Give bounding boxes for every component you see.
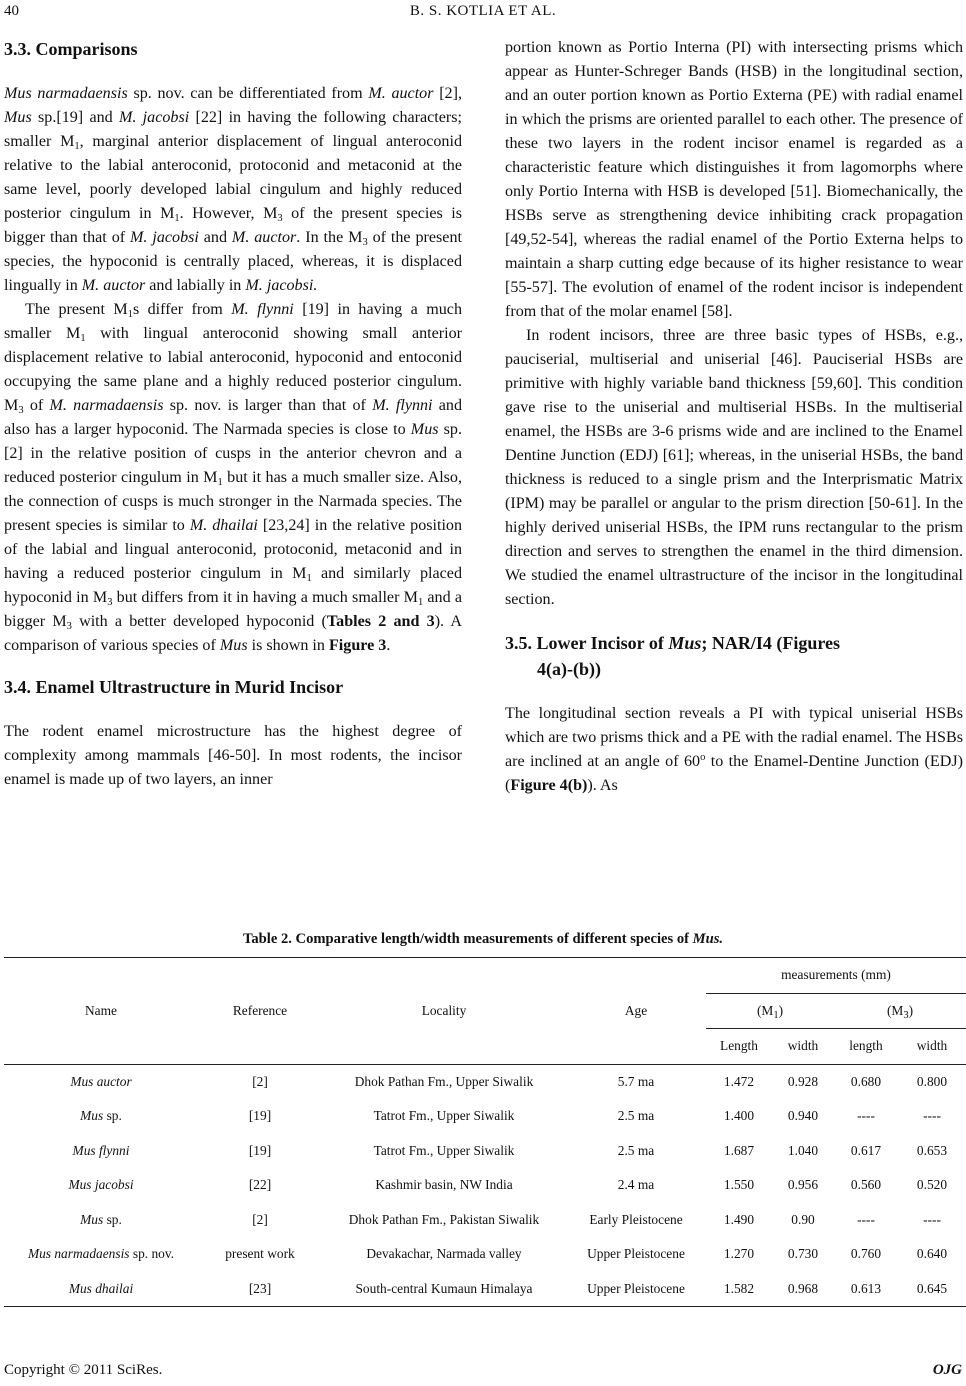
header-measurements: measurements (mm) — [706, 958, 966, 994]
header-m1: $(M_1)$ — [706, 993, 834, 1029]
cell-name: Mus flynni — [72, 1142, 130, 1158]
paragraph: Mus narmadaensis sp. nov. can be differentiated from M. auctor [2], Mus sp.[19] and M. jacobsi [22] in having the following characters; smaller $M_1$, marginal anterior displacement of lingual anteroconid relative to the labial anteroconid, protoconid and metaconid at the same level, poorly developed labial cingulum and highly reduced posterior cingulum in $M_1$. However, $M_3$ of the present species is bigger than that of M. jacobsi and M. auctor. In the $M_3$ of the present species, the hypoconid is centrally placed, whereas, it is displaced lingually in M. auctor and labially in M. jacobsi. — [4, 85, 462, 294]
cell-length-m1: 1.490 — [723, 1211, 755, 1227]
cell-width-m1: 0.730 — [787, 1246, 819, 1262]
cell-width-m1: 0.956 — [787, 1177, 819, 1193]
table-caption: Table 2. Comparative length/width measurements of different species of Mus. — [242, 931, 724, 947]
header-width-m1: width — [772, 1029, 834, 1065]
page-header — [0, 3, 966, 27]
cell-age: 2.5 ma — [617, 1108, 655, 1124]
page-footer — [4, 1362, 962, 1379]
cell-length-m3: 0.613 — [834, 1272, 898, 1307]
cell-age: Early Pleistocene — [589, 1211, 683, 1227]
cell-length-m1: 1.687 — [723, 1142, 755, 1158]
paragraph: In rodent incisors, three are three basic types of HSBs, e.g., pauciserial, multiserial and uniserial [46]. Pauciserial HSBs are primitive with highly variable band thickness [59,60]. This condition gave rise to the uniserial and multiserial HSBs. In the multiserial enamel, the HSBs are 3-6 prisms wide and are inclined to the Enamel Dentine Junction (EDJ) [61]; whereas, in the uniserial HSBs, the band thickness is reduced to a single prism and the Interprismatic Matrix (IPM) may be parallel or angular to the prism direction [50-61]. In the highly derived uniserial HSBs, the IPM runs rectangular to the prism direction and serves to strengthen the enamel in the third dimension. We studied the enamel ultrastructure of the incisor in the longitudinal section. — [505, 327, 963, 608]
cell-width-m3: 0.653 — [916, 1142, 948, 1158]
cell-age: Upper Pleistocene — [587, 1246, 685, 1262]
header-length-m1: Length — [706, 1029, 772, 1065]
paragraph: portion known as Portio Interna (PI) with intersecting prisms which appear as Hunter-Schreger Bands (HSB) in the longitudinal section, and an outer portion known as Portio Externa (PE) with radial enamel in which the prisms are oriented parallel to each other. The presence of these two layers in the rodent incisor enamel is regarded as a characteristic feature which distinguishes it from lagomorphs where only Portio Interna with HSB is developed [51]. Biomechanically, the HSBs serve as strengthening device inhibiting crack propagation [49,52-54], whereas the radial enamel of the Portio Externa helps to maintain a sharp cutting edge because of its higher resistance to wear [55-57]. The evolution of enamel of the rodent incisor is independent from that of the molar enamel [58]. — [505, 39, 963, 320]
cell-locality: Tatrot Fm., Upper Siwalik — [373, 1108, 515, 1124]
paragraph: The longitudinal section reveals a PI with typical uniserial HSBs which are two prisms thick and a PE with the radial enamel. The HSBs are inclined at an angle of 60$^o$ to the Enamel-Dentine Junction (EDJ) (Figure 4(b)). As — [505, 705, 963, 794]
cell-name: Mus sp. — [80, 1211, 122, 1227]
header-name: Name — [4, 958, 198, 1065]
cell-reference: present work — [225, 1246, 295, 1262]
journal-abbrev: OJG — [932, 1362, 962, 1378]
cell-width-m3: 0.640 — [916, 1246, 948, 1262]
cell-width-m3: ---- — [923, 1108, 941, 1124]
cell-width-m1: 0.928 — [787, 1073, 819, 1089]
cell-width-m3: 0.800 — [916, 1073, 948, 1089]
cell-locality: Kashmir basin, NW India — [375, 1177, 513, 1193]
section-3-4-title: 3.4. Enamel Ultrastructure in Murid Incisor — [4, 677, 344, 697]
cell-name: Mus dhailai — [4, 1272, 198, 1307]
cell-locality: Dhok Pathan Fm., Upper Siwalik — [354, 1073, 534, 1089]
cell-age: Upper Pleistocene — [566, 1272, 706, 1307]
cell-reference: [2] — [252, 1073, 268, 1089]
header-width-m3: width — [898, 1029, 966, 1065]
cell-length-m3: 0.560 — [850, 1177, 882, 1193]
header-m3: $(M_3)$ — [834, 993, 966, 1029]
cell-length-m3: 0.680 — [850, 1073, 882, 1089]
cell-name: Mus sp. — [80, 1108, 122, 1124]
paragraph: The rodent enamel microstructure has the highest degree of complexity among mammals [46-50]. In most rodents, the incisor enamel is made up of two layers, an inner — [4, 723, 462, 788]
cell-width-m3: ---- — [923, 1211, 941, 1227]
cell-age: 2.4 ma — [617, 1177, 655, 1193]
cell-length-m3: 0.760 — [850, 1246, 882, 1262]
header-length-m3: length — [834, 1029, 898, 1065]
cell-locality: Dhok Pathan Fm., Pakistan Siwalik — [348, 1211, 540, 1227]
table-row — [4, 1168, 966, 1203]
table-row — [4, 1203, 966, 1238]
cell-length-m1: 1.550 — [723, 1177, 755, 1193]
cell-name: Mus jacobsi — [68, 1177, 134, 1193]
running-title: B. S. KOTLIA ET AL. — [409, 3, 557, 19]
cell-name: Mus auctor — [70, 1073, 132, 1089]
cell-width-m1: 0.940 — [787, 1108, 819, 1124]
right-column — [505, 36, 963, 798]
cell-width-m3: 0.520 — [916, 1177, 948, 1193]
cell-length-m1: 1.400 — [723, 1108, 755, 1124]
header-reference: Reference — [198, 958, 322, 1065]
cell-length-m3: ---- — [857, 1211, 875, 1227]
cell-reference: [19] — [248, 1142, 272, 1158]
cell-width-m1: 0.90 — [791, 1211, 815, 1227]
cell-locality: South-central Kumaun Himalaya — [322, 1272, 566, 1307]
header-age: Age — [566, 958, 706, 1065]
measurements-table — [4, 957, 966, 1307]
cell-name: Mus narmadaensis sp. nov. — [27, 1246, 175, 1262]
cell-locality: Tatrot Fm., Upper Siwalik — [373, 1142, 515, 1158]
cell-length-m1: 1.582 — [706, 1272, 772, 1307]
cell-age: 5.7 ma — [617, 1073, 655, 1089]
section-3-5-title: 3.5. Lower Incisor of Mus; NAR/I4 (Figures 4(a)-(b)) — [505, 633, 841, 679]
cell-width-m1: 0.968 — [772, 1272, 834, 1307]
table-row — [4, 1064, 966, 1099]
table-row — [4, 1237, 966, 1272]
section-3-3-title: 3.3. Comparisons — [4, 39, 138, 59]
cell-length-m1: 1.472 — [723, 1073, 755, 1089]
cell-width-m1: 1.040 — [787, 1142, 819, 1158]
copyright-text: Copyright © 2011 SciRes. — [4, 1362, 163, 1378]
left-column — [4, 36, 462, 792]
table-row — [4, 1134, 966, 1169]
paragraph: The present $M_1s$ differ from M. flynni [19] in having a much smaller $M_1$ with lingual anteroconid showing small anterior displacement relative to labial anteroconid, hypoconid and entoconid occupying the same plane and a highly reduced posterior cingulum. $M_3$ of M. narmadaensis sp. nov. is larger than that of M. flynni and also has a larger hypoconid. The Narmada species is close to Mus sp. [2] in the relative position of cusps in the anterior chevron and a reduced posterior cingulum in $M_1$ but it has a much smaller size. Also, the connection of cusps is much stronger in the Narmada species. The present species is similar to M. dhailai [23,24] in the relative position of the labial and lingual anteroconid, protoconid, metaconid and in having a reduced posterior cingulum in $M_1$ and similarly placed hypoconid in $M_3$ but differs from it in having a much smaller $M_1$ and a bigger $M_3$ with a better developed hypoconid (Tables 2 and 3). A comparison of various species of Mus is shown in Figure 3. — [4, 301, 463, 654]
cell-length-m3: 0.617 — [850, 1142, 882, 1158]
cell-reference: [2] — [252, 1211, 268, 1227]
cell-reference: [22] — [248, 1177, 272, 1193]
cell-reference: [23] — [198, 1272, 322, 1307]
cell-reference: [19] — [248, 1108, 272, 1124]
cell-age: 2.5 ma — [617, 1142, 655, 1158]
cell-length-m1: 1.270 — [723, 1246, 755, 1262]
table-row — [4, 1272, 966, 1307]
cell-locality: Devakachar, Narmada valley — [366, 1246, 522, 1262]
page-number: 40 — [4, 3, 19, 19]
cell-length-m3: ---- — [857, 1108, 875, 1124]
table-row — [4, 1099, 966, 1134]
cell-width-m3: 0.645 — [898, 1272, 966, 1307]
header-locality: Locality — [322, 958, 566, 1065]
